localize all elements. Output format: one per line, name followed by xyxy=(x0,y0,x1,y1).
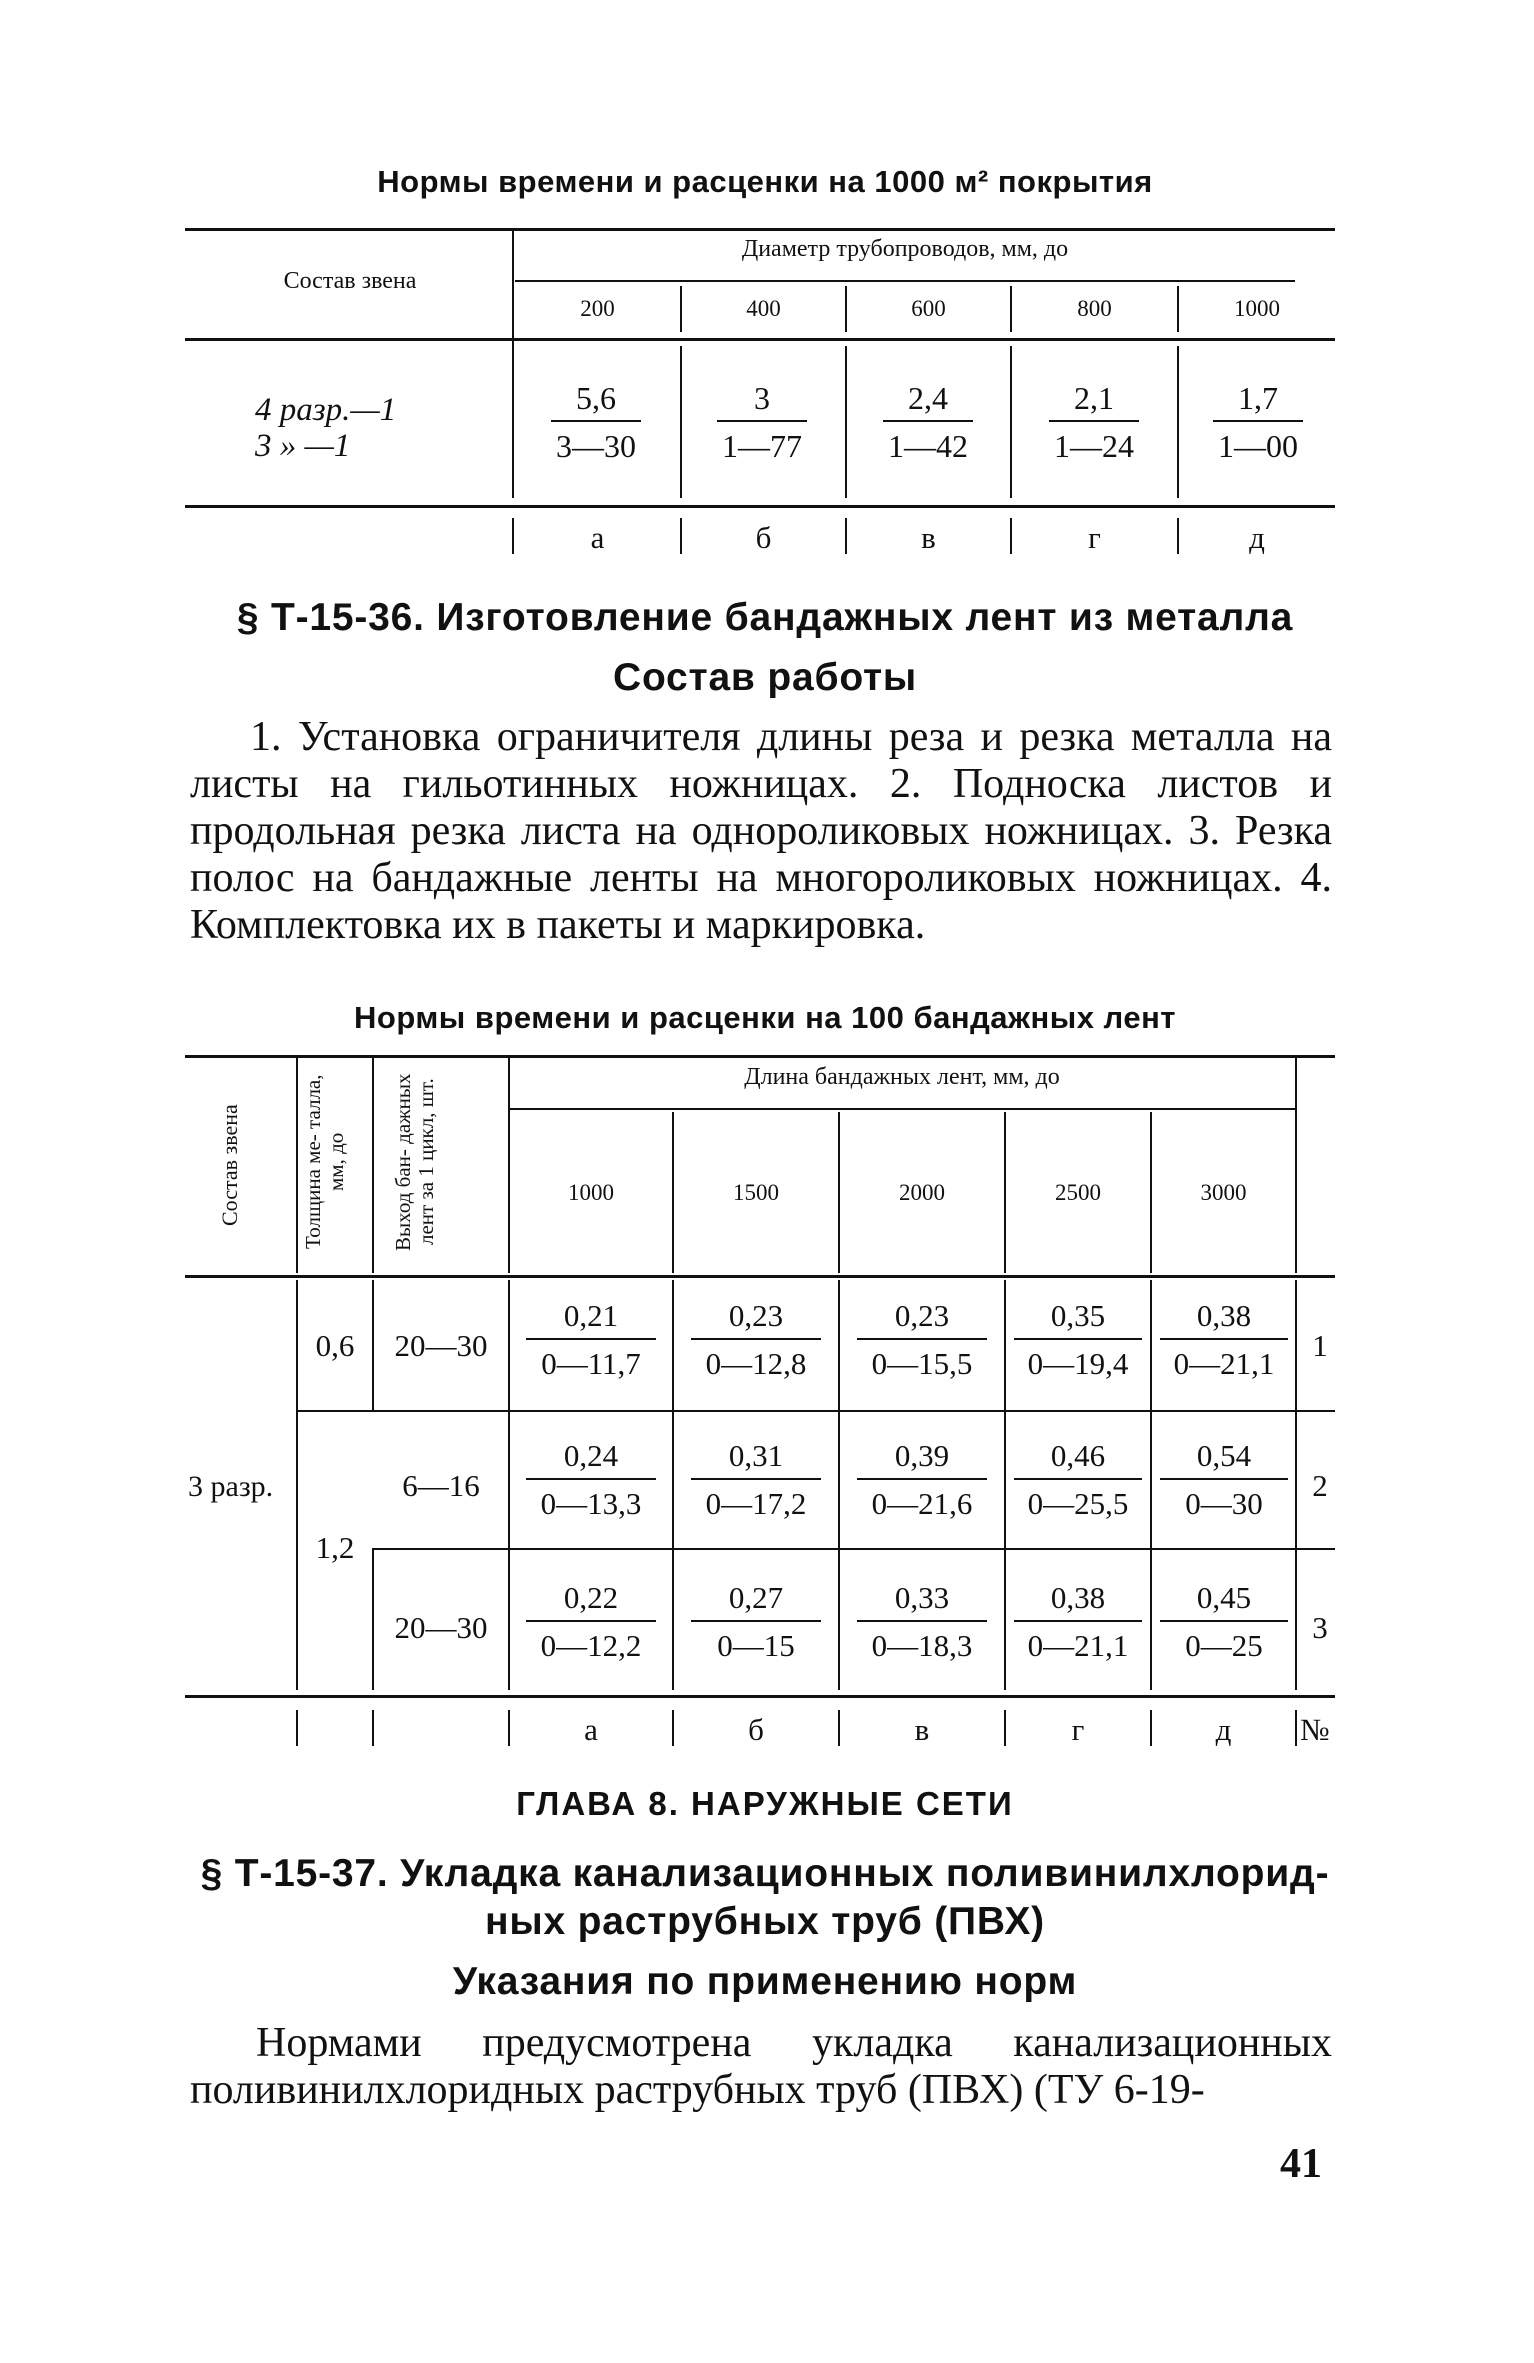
table2-row2-thickness: 1,2 xyxy=(315,1530,355,1565)
table2-row2-output: 6—16 xyxy=(402,1468,480,1503)
table2-row2-cell-2000: 0,39 0—21,6 xyxy=(848,1438,996,1522)
table2-caption: Нормы времени и расценки на 100 бандажных лент xyxy=(354,1000,1176,1035)
table1-col-crew: Состав звена xyxy=(283,268,417,294)
table1-cell-200: 5,6 3—30 xyxy=(528,380,664,464)
table2-len-3000: 3000 xyxy=(1200,1180,1247,1205)
table2-row3-cell-1500: 0,27 0—15 xyxy=(682,1580,830,1664)
table2-row1-cell-2500: 0,35 0—19,4 xyxy=(1008,1298,1148,1382)
table1-cell-800: 2,1 1—24 xyxy=(1026,380,1162,464)
table1-diam-1000: 1000 xyxy=(1234,296,1280,321)
table2-letter-a: а xyxy=(584,1712,598,1747)
table1-caption: Нормы времени и расценки на 1000 м² покрытия xyxy=(377,164,1153,199)
table2-row2-num: 2 xyxy=(1312,1468,1328,1503)
table1-group-header: Диаметр трубопроводов, мм, до xyxy=(741,236,1069,262)
table2-letter-d: д xyxy=(1215,1712,1232,1747)
table1-cell-1000: 1,7 1—00 xyxy=(1190,380,1326,464)
table2-row1-thickness: 0,6 xyxy=(315,1328,355,1363)
table1-cell-600: 2,4 1—42 xyxy=(860,380,996,464)
table2-col-crew: Состав звена xyxy=(217,1104,242,1226)
table1-diam-400: 400 xyxy=(746,296,781,321)
table1-diam-200: 200 xyxy=(580,296,615,321)
table2-letter-b: б xyxy=(748,1712,764,1747)
section37-text: Нормами предусмотрена укладка канализационных поливинилхлоридных раструбных труб (ПВХ) (ТУ 6-19- xyxy=(190,2020,1332,2113)
table1-letter-d: д xyxy=(1249,520,1265,555)
section36-title: § Т-15-36. Изготовление бандажных лент из металла xyxy=(236,596,1294,639)
table2-row3-cell-1000: 0,22 0—12,2 xyxy=(518,1580,664,1664)
table1-diam-600: 600 xyxy=(911,296,946,321)
table2-row2-cell-1000: 0,24 0—13,3 xyxy=(518,1438,664,1522)
table2-row3-cell-2500: 0,38 0—21,1 xyxy=(1008,1580,1148,1664)
table2-col-thickness: Толщина ме- талла, мм, до xyxy=(301,1074,348,1250)
table2-row3-cell-2000: 0,33 0—18,3 xyxy=(848,1580,996,1664)
table2-crew: 3 разр. xyxy=(188,1470,274,1503)
section37-title-line2: ных раструбных труб (ПВХ) xyxy=(485,1900,1045,1943)
table2-row3-output: 20—30 xyxy=(394,1610,488,1645)
chapter-title: ГЛАВА 8. НАРУЖНЫЕ СЕТИ xyxy=(516,1785,1014,1822)
table2-len-2500: 2500 xyxy=(1055,1180,1101,1205)
table2-letter-v: в xyxy=(914,1712,930,1747)
table2-col-output: Выход бан- дажных лент за 1 цикл, шт. xyxy=(391,1073,438,1251)
table2-row3-num: 3 xyxy=(1312,1610,1328,1645)
table2-row1-cell-1000: 0,21 0—11,7 xyxy=(518,1298,664,1382)
table2-len-1500: 1500 xyxy=(733,1180,779,1205)
section36-text: 1. Установка ограничителя длины реза и резка металла на листы на гильотинных ножницах. 2. Подноска листов и продольная резка листа на однороликовых ножницах. 3. Резка полос на бандажные ленты на многороликовых ножницах. 4. Комплектовка их в пакеты и маркировка. xyxy=(190,714,1332,948)
table1-letter-a: а xyxy=(590,520,605,555)
section36-subtitle: Состав работы xyxy=(612,656,918,699)
table2-row2-cell-3000: 0,54 0—30 xyxy=(1154,1438,1294,1522)
table2-row1-cell-3000: 0,38 0—21,1 xyxy=(1154,1298,1294,1382)
table2-row2-cell-1500: 0,31 0—17,2 xyxy=(682,1438,830,1522)
table1-crew-line1: 4 разр.—1 xyxy=(255,392,397,428)
section37-title-line1: § Т-15-37. Укладка канализационных поливинилхлорид- xyxy=(200,1852,1330,1895)
table1-letter-g: г xyxy=(1088,520,1101,555)
table2-letter-g: г xyxy=(1071,1712,1085,1747)
table2-row1-cell-1500: 0,23 0—12,8 xyxy=(682,1298,830,1382)
table1-crew-line2: 3 » —1 xyxy=(255,428,351,464)
table2-row3-cell-3000: 0,45 0—25 xyxy=(1154,1580,1294,1664)
table2-len-2000: 2000 xyxy=(899,1180,945,1205)
table2-row1-num: 1 xyxy=(1312,1328,1328,1363)
table2-row1-output: 20—30 xyxy=(394,1328,488,1363)
table1-cell-400: 3 1—77 xyxy=(694,380,830,464)
table1-letter-b: б xyxy=(755,520,772,555)
table2-row1-cell-2000: 0,23 0—15,5 xyxy=(848,1298,996,1382)
page-number: 41 xyxy=(1280,2141,1322,2187)
table2-group-header: Длина бандажных лент, мм, до xyxy=(744,1064,1060,1090)
table2-num-label: № xyxy=(1300,1712,1330,1747)
table1-diam-800: 800 xyxy=(1077,296,1112,321)
table1-letter-v: в xyxy=(921,520,936,555)
table2-row2-cell-2500: 0,46 0—25,5 xyxy=(1008,1438,1148,1522)
table2-len-1000: 1000 xyxy=(568,1180,614,1205)
section37-subtitle: Указания по применению норм xyxy=(452,1960,1078,2003)
